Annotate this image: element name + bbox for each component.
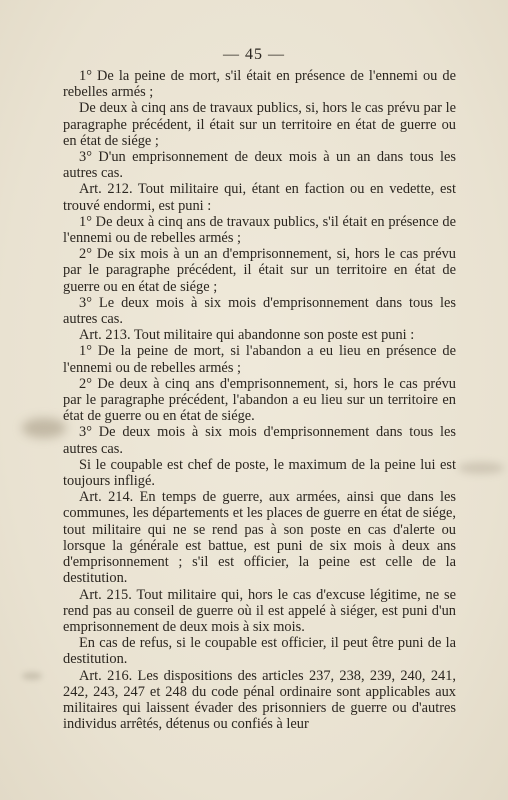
- page-number: — 45 —: [223, 46, 285, 63]
- paragraph: De deux à cinq ans de travaux publics, si, hors le cas prévu par le paragraphe précédent, il était sur un territoire en état de guerre ou en état de siége ;: [63, 100, 456, 149]
- body-text: [63, 68, 456, 732]
- article-paragraph: Art. 212. Tout militaire qui, étant en faction ou en vedette, est trouvé endormi, est puni :: [63, 181, 456, 214]
- paper-stain: [458, 462, 504, 474]
- article-paragraph: Art. 215. Tout militaire qui, hors le cas d'excuse légitime, ne se rend pas au conseil de guerre où il est appelé à siéger, est puni d'un emprisonnement de deux mois à six mois.: [63, 586, 456, 635]
- paragraph: 3° De deux mois à six mois d'emprisonnement dans tous les autres cas.: [63, 424, 456, 457]
- paragraph: 1° De la peine de mort, s'il était en présence de l'ennemi ou de rebelles armés ;: [63, 68, 456, 101]
- paragraph: 3° D'un emprisonnement de deux mois à un an dans tous les autres cas.: [63, 149, 456, 182]
- paragraph: 2° De deux à cinq ans d'emprisonnement, si, hors le cas prévu par le paragraphe précédent, l'abandon a eu lieu sur un territoire en état de guerre ou en état de siége.: [63, 375, 456, 425]
- paper-stain: [22, 672, 42, 680]
- article-paragraph: Art. 216. Les dispositions des articles 237, 238, 239, 240, 241, 242, 243, 247 et 248 du code pénal ordinaire sont applicables aux militaires qui laissent évader des prisonniers de guerre ou d'autres individus arrêtés, détenus ou confiés à leur: [63, 667, 456, 733]
- paragraph: 3° Le deux mois à six mois d'emprisonnement dans tous les autres cas.: [63, 294, 456, 328]
- paragraph: Si le coupable est chef de poste, le maximum de la peine lui est toujours infligé.: [63, 456, 456, 490]
- paper-stain: [22, 418, 66, 438]
- paragraph: 1° De deux à cinq ans de travaux publics, s'il était en présence de l'ennemi ou de rebelles armés ;: [63, 213, 456, 247]
- article-paragraph: Art. 213. Tout militaire qui abandonne son poste est puni :: [79, 327, 415, 344]
- paragraph: 1° De la peine de mort, si l'abandon a eu lieu en présence de l'ennemi ou de rebelles armés ;: [63, 343, 456, 376]
- article-paragraph: Art. 214. En temps de guerre, aux armées, ainsi que dans les communes, les départements et les places de guerre en état de siége, tout militaire qui ne se rend pas à son poste en cas d'alerte ou lorsque la générale est battue, est puni de six mois à deux ans d'emprisonnement ; s'il est officier, la peine est celle de la destitution.: [63, 489, 456, 587]
- paragraph: En cas de refus, si le coupable est officier, il peut être puni de la destitution.: [63, 635, 456, 668]
- paragraph: 2° De six mois à un an d'emprisonnement, si, hors le cas prévu par le paragraphe précédent, il était sur un territoire en état de guerre ou en état de siége ;: [63, 246, 456, 295]
